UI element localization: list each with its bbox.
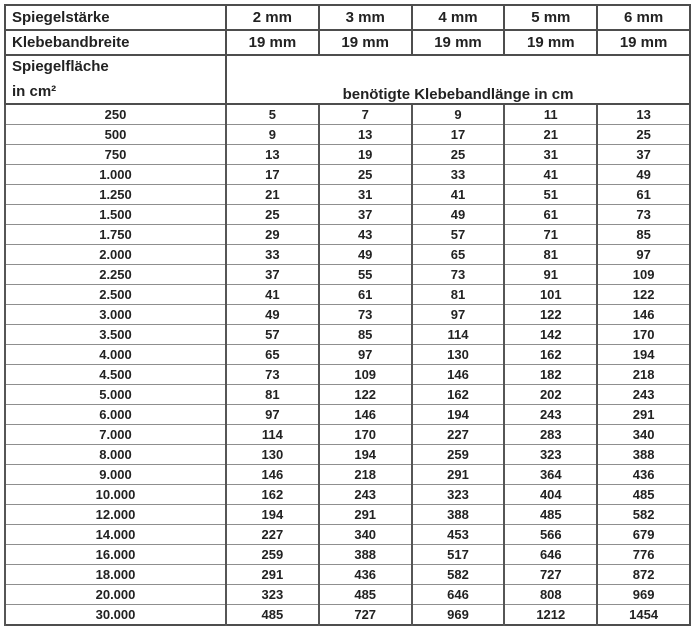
tape-width-value: 19 mm <box>597 30 690 55</box>
length-cell: 485 <box>504 505 597 525</box>
thickness-value: 4 mm <box>412 5 505 30</box>
table-row <box>5 245 690 265</box>
length-cell: 65 <box>412 245 505 265</box>
area-cell: 20.000 <box>5 585 226 605</box>
length-cell: 146 <box>412 365 505 385</box>
table-row <box>5 325 690 345</box>
length-cell: 162 <box>504 345 597 365</box>
length-cell: 37 <box>319 205 412 225</box>
length-cell: 227 <box>412 425 505 445</box>
length-cell: 41 <box>412 185 505 205</box>
length-cell: 194 <box>226 505 319 525</box>
thickness-label: Spiegelstärke <box>5 5 226 30</box>
area-cell: 1.250 <box>5 185 226 205</box>
area-cell: 2.250 <box>5 265 226 285</box>
length-cell: 259 <box>412 445 505 465</box>
length-cell: 582 <box>412 565 505 585</box>
length-cell: 41 <box>504 165 597 185</box>
table-row <box>5 585 690 605</box>
thickness-value: 5 mm <box>504 5 597 30</box>
length-cell: 291 <box>319 505 412 525</box>
length-cell: 259 <box>226 545 319 565</box>
table-row <box>5 425 690 445</box>
length-cell: 142 <box>504 325 597 345</box>
area-cell: 3.000 <box>5 305 226 325</box>
length-cell: 97 <box>319 345 412 365</box>
area-title-row <box>5 55 690 104</box>
length-cell: 109 <box>597 265 690 285</box>
area-cell: 30.000 <box>5 605 226 626</box>
length-cell: 340 <box>597 425 690 445</box>
length-cell: 130 <box>412 345 505 365</box>
table-body <box>5 104 690 625</box>
length-cell: 49 <box>597 165 690 185</box>
area-cell: 1.000 <box>5 165 226 185</box>
area-cell: 3.500 <box>5 325 226 345</box>
table-row <box>5 505 690 525</box>
length-cell: 291 <box>226 565 319 585</box>
length-cell: 291 <box>412 465 505 485</box>
thickness-header-row <box>5 5 690 30</box>
length-cell: 194 <box>319 445 412 465</box>
length-cell: 453 <box>412 525 505 545</box>
length-cell: 969 <box>412 605 505 626</box>
length-cell: 243 <box>319 485 412 505</box>
length-cell: 485 <box>597 485 690 505</box>
length-cell: 101 <box>504 285 597 305</box>
length-cell: 485 <box>226 605 319 626</box>
length-cell: 969 <box>597 585 690 605</box>
length-cell: 57 <box>412 225 505 245</box>
length-cell: 61 <box>597 185 690 205</box>
length-cell: 97 <box>226 405 319 425</box>
length-cell: 25 <box>597 125 690 145</box>
length-cell: 41 <box>226 285 319 305</box>
table-row <box>5 565 690 585</box>
area-cell: 6.000 <box>5 405 226 425</box>
length-cell: 91 <box>504 265 597 285</box>
area-cell: 8.000 <box>5 445 226 465</box>
length-cell: 146 <box>319 405 412 425</box>
length-cell: 43 <box>319 225 412 245</box>
length-cell: 73 <box>412 265 505 285</box>
tape-length-table <box>4 4 691 626</box>
length-cell: 85 <box>597 225 690 245</box>
length-cell: 122 <box>504 305 597 325</box>
length-cell: 13 <box>226 145 319 165</box>
length-cell: 71 <box>504 225 597 245</box>
length-cell: 582 <box>597 505 690 525</box>
length-cell: 25 <box>319 165 412 185</box>
length-cell: 340 <box>319 525 412 545</box>
length-cell: 37 <box>226 265 319 285</box>
length-cell: 31 <box>504 145 597 165</box>
table-row <box>5 405 690 425</box>
length-cell: 436 <box>319 565 412 585</box>
length-cell: 13 <box>319 125 412 145</box>
area-cell: 9.000 <box>5 465 226 485</box>
table-row <box>5 185 690 205</box>
length-cell: 57 <box>226 325 319 345</box>
table-row <box>5 345 690 365</box>
area-cell: 5.000 <box>5 385 226 405</box>
area-cell: 14.000 <box>5 525 226 545</box>
length-cell: 49 <box>226 305 319 325</box>
length-cell: 85 <box>319 325 412 345</box>
length-cell: 227 <box>226 525 319 545</box>
table-row <box>5 125 690 145</box>
area-cell: 16.000 <box>5 545 226 565</box>
length-cell: 388 <box>412 505 505 525</box>
table-row <box>5 305 690 325</box>
length-cell: 81 <box>226 385 319 405</box>
table-row <box>5 545 690 565</box>
length-cell: 679 <box>597 525 690 545</box>
area-cell: 12.000 <box>5 505 226 525</box>
length-cell: 323 <box>504 445 597 465</box>
length-cell: 61 <box>504 205 597 225</box>
length-cell: 81 <box>412 285 505 305</box>
length-cell: 170 <box>319 425 412 445</box>
tape-width-label: Klebebandbreite <box>5 30 226 55</box>
length-cell: 7 <box>319 104 412 125</box>
length-cell: 218 <box>597 365 690 385</box>
length-cell: 323 <box>412 485 505 505</box>
area-cell: 500 <box>5 125 226 145</box>
length-cell: 194 <box>597 345 690 365</box>
table-row <box>5 265 690 285</box>
tape-width-header-row <box>5 30 690 55</box>
area-label-line1: Spiegelfläche <box>12 58 109 75</box>
length-cell: 33 <box>226 245 319 265</box>
length-cell: 19 <box>319 145 412 165</box>
tape-width-value: 19 mm <box>504 30 597 55</box>
length-cell: 17 <box>226 165 319 185</box>
length-cell: 218 <box>319 465 412 485</box>
length-cell: 202 <box>504 385 597 405</box>
table-row <box>5 445 690 465</box>
length-cell: 25 <box>226 205 319 225</box>
length-cell: 1212 <box>504 605 597 626</box>
area-cell: 7.000 <box>5 425 226 445</box>
table-row <box>5 225 690 245</box>
length-cell: 517 <box>412 545 505 565</box>
table-row <box>5 165 690 185</box>
area-cell: 2.500 <box>5 285 226 305</box>
length-cell: 404 <box>504 485 597 505</box>
length-cell: 182 <box>504 365 597 385</box>
length-cell: 162 <box>226 485 319 505</box>
length-cell: 49 <box>319 245 412 265</box>
area-cell: 1.500 <box>5 205 226 225</box>
area-cell: 10.000 <box>5 485 226 505</box>
length-cell: 162 <box>412 385 505 405</box>
length-cell: 436 <box>597 465 690 485</box>
thickness-value: 2 mm <box>226 5 319 30</box>
length-cell: 109 <box>319 365 412 385</box>
tape-width-value: 19 mm <box>412 30 505 55</box>
area-cell: 250 <box>5 104 226 125</box>
table-row <box>5 365 690 385</box>
length-cell: 808 <box>504 585 597 605</box>
area-column-header <box>5 55 226 104</box>
length-cell: 364 <box>504 465 597 485</box>
length-cell: 646 <box>412 585 505 605</box>
length-cell: 81 <box>504 245 597 265</box>
table-row <box>5 104 690 125</box>
length-cell: 29 <box>226 225 319 245</box>
length-cell: 122 <box>597 285 690 305</box>
thickness-value: 3 mm <box>319 5 412 30</box>
length-cell: 73 <box>319 305 412 325</box>
length-cell: 5 <box>226 104 319 125</box>
length-cell: 73 <box>597 205 690 225</box>
table-row <box>5 485 690 505</box>
length-cell: 9 <box>226 125 319 145</box>
table-row <box>5 205 690 225</box>
length-cell: 55 <box>319 265 412 285</box>
length-cell: 388 <box>319 545 412 565</box>
length-cell: 65 <box>226 345 319 365</box>
length-cell: 243 <box>504 405 597 425</box>
length-cell: 146 <box>226 465 319 485</box>
length-cell: 97 <box>412 305 505 325</box>
length-cell: 170 <box>597 325 690 345</box>
area-label-line2: in cm² <box>12 83 57 100</box>
length-cell: 33 <box>412 165 505 185</box>
area-cell: 18.000 <box>5 565 226 585</box>
length-cell: 646 <box>504 545 597 565</box>
length-cell: 31 <box>319 185 412 205</box>
table-row <box>5 285 690 305</box>
table-title: benötigte Klebebandlänge in cm <box>226 55 690 104</box>
table-row <box>5 525 690 545</box>
thickness-value: 6 mm <box>597 5 690 30</box>
length-cell: 73 <box>226 365 319 385</box>
length-cell: 11 <box>504 104 597 125</box>
length-cell: 21 <box>504 125 597 145</box>
length-cell: 283 <box>504 425 597 445</box>
table-row <box>5 385 690 405</box>
length-cell: 388 <box>597 445 690 465</box>
length-cell: 243 <box>597 385 690 405</box>
length-cell: 194 <box>412 405 505 425</box>
length-cell: 37 <box>597 145 690 165</box>
length-cell: 146 <box>597 305 690 325</box>
length-cell: 323 <box>226 585 319 605</box>
length-cell: 727 <box>319 605 412 626</box>
length-cell: 114 <box>226 425 319 445</box>
length-cell: 9 <box>412 104 505 125</box>
area-cell: 4.000 <box>5 345 226 365</box>
length-cell: 122 <box>319 385 412 405</box>
length-cell: 566 <box>504 525 597 545</box>
length-cell: 114 <box>412 325 505 345</box>
area-cell: 750 <box>5 145 226 165</box>
tape-width-value: 19 mm <box>319 30 412 55</box>
length-cell: 1454 <box>597 605 690 626</box>
length-cell: 25 <box>412 145 505 165</box>
table-row <box>5 145 690 165</box>
length-cell: 51 <box>504 185 597 205</box>
length-cell: 49 <box>412 205 505 225</box>
length-cell: 17 <box>412 125 505 145</box>
area-cell: 2.000 <box>5 245 226 265</box>
length-cell: 485 <box>319 585 412 605</box>
area-cell: 4.500 <box>5 365 226 385</box>
length-cell: 291 <box>597 405 690 425</box>
tape-width-value: 19 mm <box>226 30 319 55</box>
area-cell: 1.750 <box>5 225 226 245</box>
length-cell: 776 <box>597 545 690 565</box>
length-cell: 61 <box>319 285 412 305</box>
length-cell: 21 <box>226 185 319 205</box>
area-column-header-inner <box>6 56 225 103</box>
length-cell: 872 <box>597 565 690 585</box>
length-cell: 13 <box>597 104 690 125</box>
length-cell: 130 <box>226 445 319 465</box>
length-cell: 97 <box>597 245 690 265</box>
table-row <box>5 605 690 626</box>
table-row <box>5 465 690 485</box>
length-cell: 727 <box>504 565 597 585</box>
